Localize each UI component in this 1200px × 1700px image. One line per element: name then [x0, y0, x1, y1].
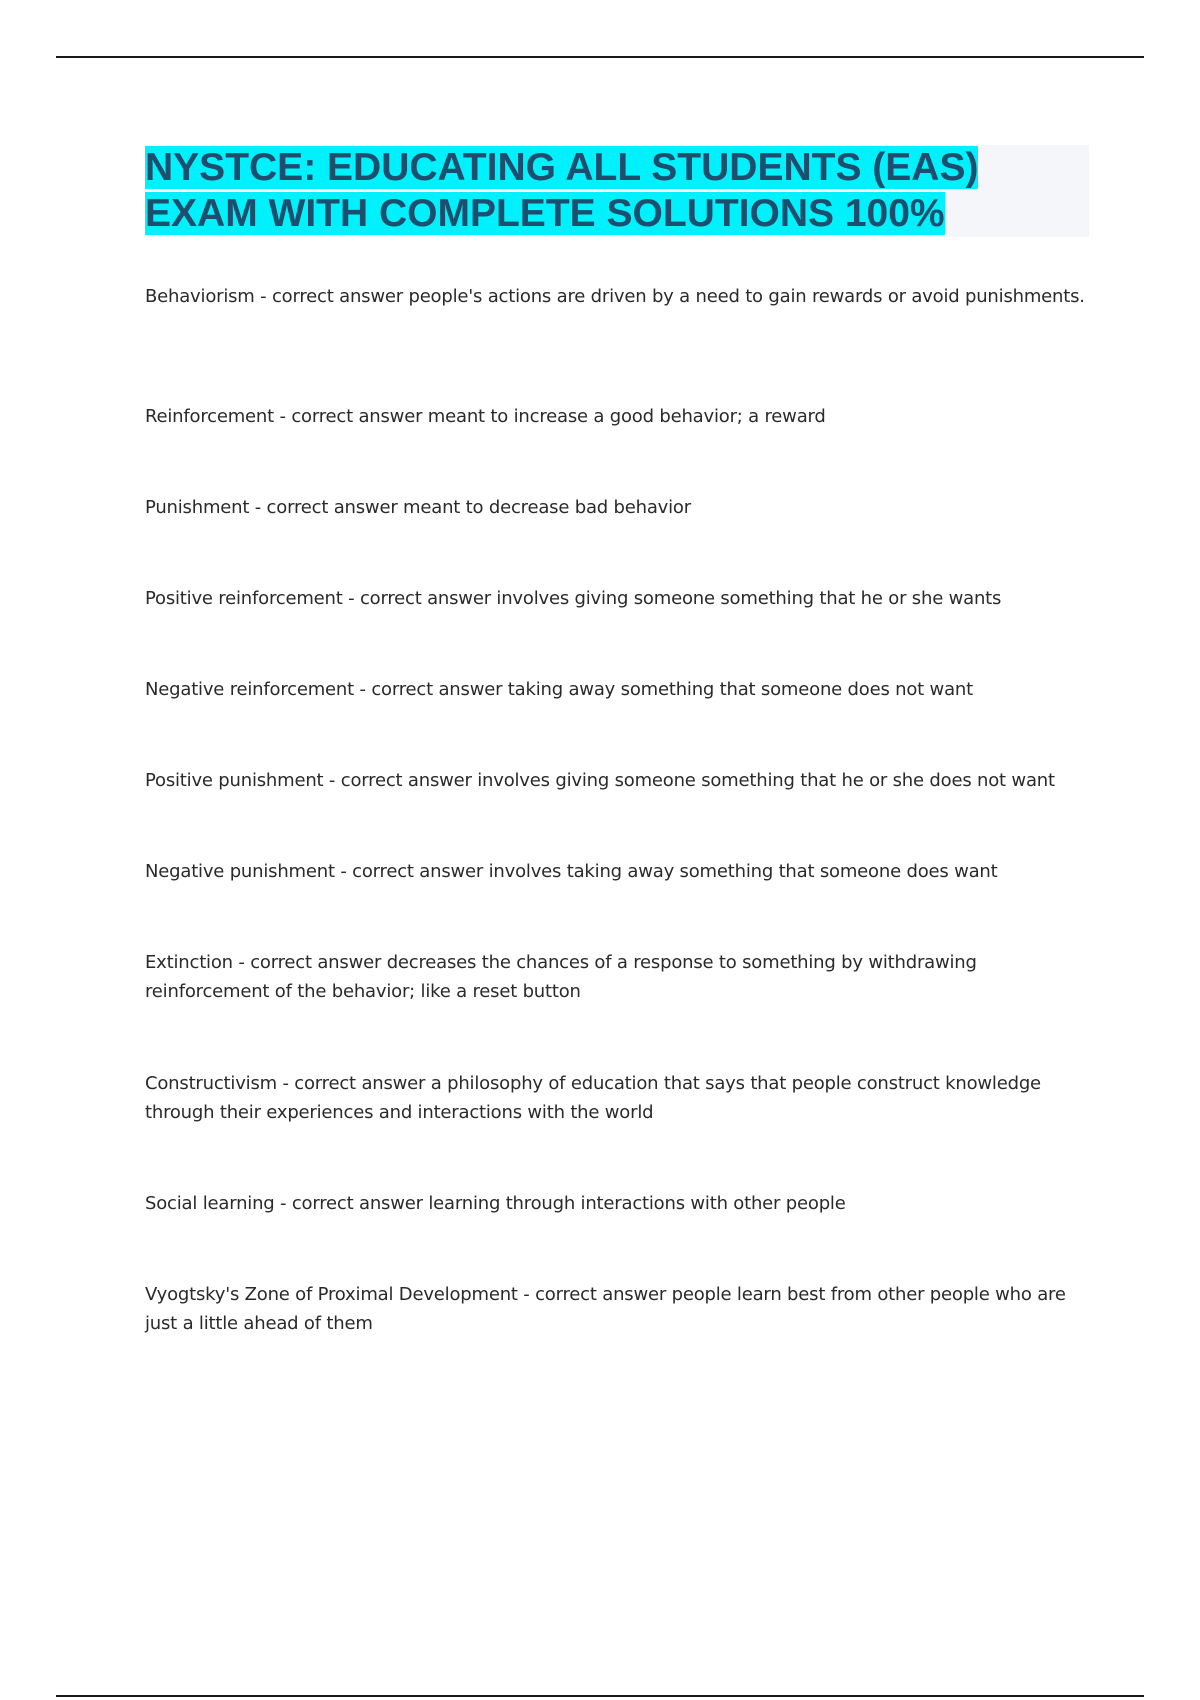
qa-entry-social-learning: Social learning - correct answer learning through interactions with other people: [145, 1193, 846, 1214]
qa-entry-behaviorism: Behaviorism - correct answer people's actions are driven by a need to gain rewards or avoid punishments.: [145, 286, 1085, 307]
qa-entry-positive-punishment: Positive punishment - correct answer involves giving someone something that he or she does not want: [145, 770, 1055, 791]
qa-entry-negative-reinforcement: Negative reinforcement - correct answer taking away something that someone does not want: [145, 679, 973, 700]
qa-entry-positive-reinforcement: Positive reinforcement - correct answer involves giving someone something that he or she wants: [145, 588, 1002, 609]
header-rule: [56, 56, 1144, 58]
qa-entry-constructivism: Constructivism - correct answer a philosophy of education that says that people construct knowledge through their experiences and interactions with the world: [145, 1073, 1041, 1123]
qa-entry-negative-punishment: Negative punishment - correct answer involves taking away something that someone does want: [145, 861, 998, 882]
qa-entry-punishment: Punishment - correct answer meant to decrease bad behavior: [145, 497, 691, 518]
title-line-2: EXAM WITH COMPLETE SOLUTIONS 100%: [145, 192, 945, 235]
footer-rule: [56, 1695, 1144, 1697]
document-title: [145, 145, 1089, 237]
title-block: [145, 145, 1089, 237]
qa-entry-extinction: Extinction - correct answer decreases the chances of a response to something by withdrawing reinforcement of the behavior; like a reset button: [145, 952, 977, 1002]
title-line-1: NYSTCE: EDUCATING ALL STUDENTS (EAS): [145, 146, 979, 189]
qa-entry-zone-of-proximal-development: Vyogtsky's Zone of Proximal Development - correct answer people learn best from other people who are just a little ahead of them: [145, 1284, 1066, 1334]
qa-entry-reinforcement: Reinforcement - correct answer meant to increase a good behavior; a reward: [145, 406, 826, 427]
